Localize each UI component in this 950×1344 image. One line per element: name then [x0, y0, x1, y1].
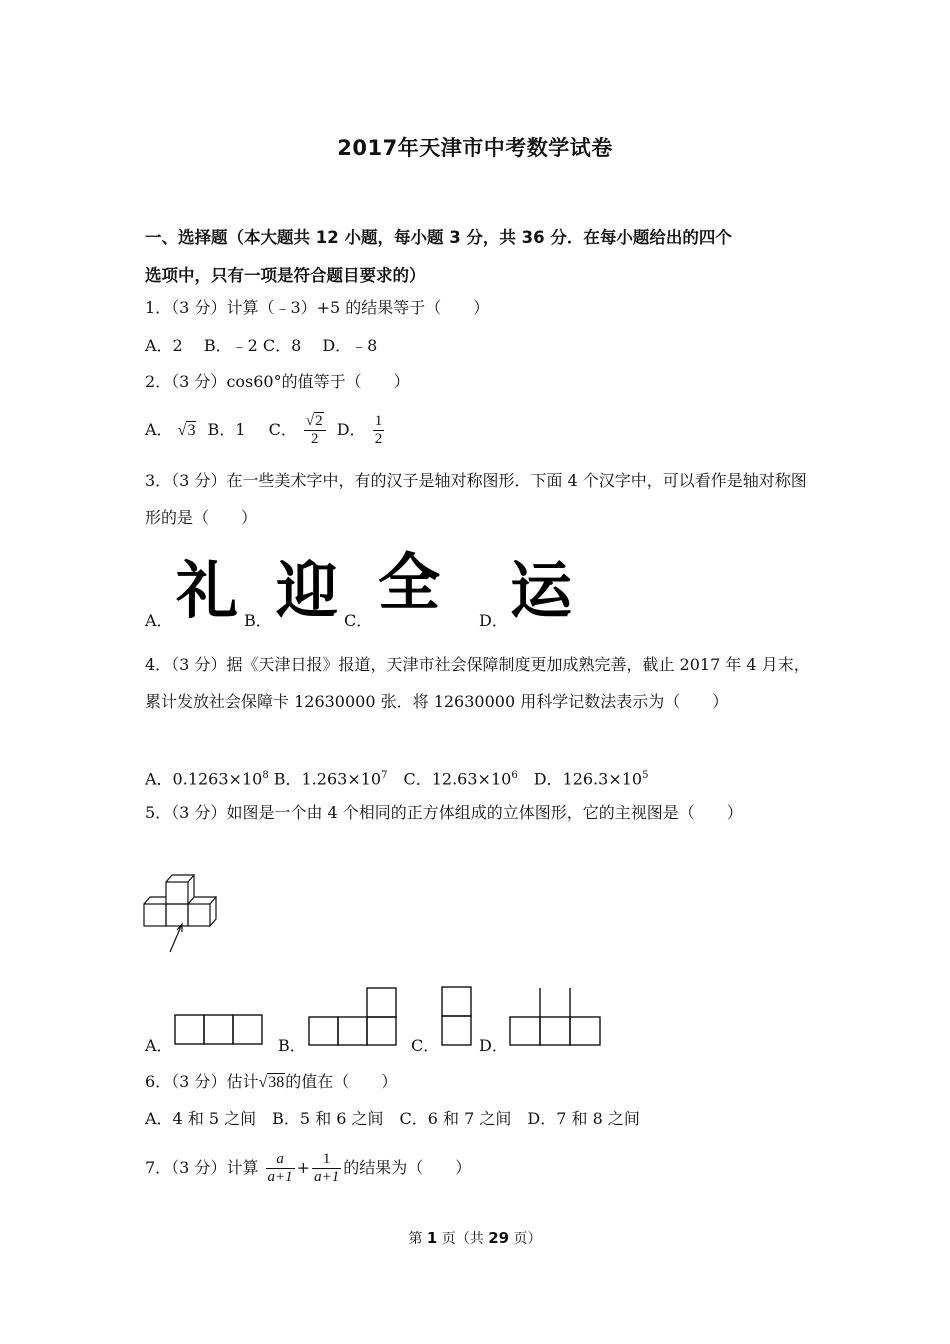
page-footer — [0, 1228, 950, 1248]
q2-options — [145, 410, 386, 451]
q6-stem-post: 的值在（ ） — [285, 1072, 398, 1091]
q3-option-a-char: 礼 — [176, 554, 239, 627]
q1-stem: 1．（3 分）计算（﹣3）+5 的结果等于（ ） — [145, 298, 490, 317]
q3-option-b-label: B． — [244, 611, 272, 630]
q4-option-c-exp: 6 — [511, 770, 518, 781]
q6-stem-pre: 6．（3 分）估计 — [145, 1072, 259, 1091]
q6-stem — [145, 1071, 397, 1094]
q3-option-d-label: D． — [479, 611, 508, 630]
q5-stem: 5．（3 分）如图是一个由 4 个相同的正方体组成的立体图形，它的主视图是（ ） — [145, 803, 743, 822]
q2-option-c-numerator: √2 — [304, 413, 326, 431]
q3-stem: 3．（3 分）在一些美术字中，有的汉子是轴对称图形．下面 4 个汉字中，可以看作是轴对称图形的是（ ） — [145, 471, 807, 527]
q5-option-b-figure — [307, 986, 399, 1046]
q3-option-c-char: 全 — [378, 546, 441, 619]
q7-fraction-2-denominator: a+1 — [314, 1169, 340, 1185]
q6-sqrt: √38 — [258, 1074, 285, 1091]
q2-option-c-denominator: 2 — [311, 431, 319, 447]
q5-option-c-label: C． — [411, 1036, 440, 1055]
q5-option-d-figure — [508, 986, 602, 1046]
section-heading-line1: 一、选择题（本大题共 12 小题，每小题 3 分，共 36 分．在每小题给出的四个 — [145, 228, 732, 247]
q7-stem-pre: 7．（3 分）计算 — [145, 1158, 259, 1177]
q4-option-d-exp: 5 — [642, 770, 649, 781]
q5-option-b-label: B． — [278, 1036, 306, 1055]
q7-plus: + — [296, 1158, 311, 1177]
q2-option-c-label: C． — [268, 420, 297, 439]
q4-stem: 4．（3 分）据《天津日报》报道，天津市社会保障制度更加成熟完善，截止 2017 年 4 月末，累计发放社会保障卡 12630000 张．将 12630000 用科学记数法表示为（ ） — [145, 655, 810, 711]
q3-option-c-label: C． — [344, 611, 373, 630]
q2-option-d-numerator: 1 — [374, 413, 383, 429]
q2-option-c-fraction — [304, 413, 326, 448]
q3-option-a-label: A． — [145, 611, 173, 630]
q4-option-b-exp: 7 — [381, 770, 388, 781]
q2-option-d-label: D． — [336, 420, 366, 439]
q7-fraction-1 — [266, 1151, 295, 1186]
page-title: 2017年天津市中考数学试卷 — [337, 136, 613, 160]
q2-stem: 2．（3 分）cos60°的值等于（ ） — [145, 372, 410, 391]
q2-option-a-radicand: 3 — [187, 422, 196, 439]
q2-option-b: B．1 — [207, 420, 246, 439]
q5-option-a-label: A． — [145, 1036, 173, 1055]
q3-option-d-char: 运 — [510, 554, 573, 627]
q7-fraction-2-numerator: 1 — [312, 1151, 341, 1169]
q2-option-d-denominator: 2 — [374, 431, 383, 447]
q5-option-c-figure — [440, 985, 474, 1047]
q5-option-d-label: D． — [479, 1036, 508, 1055]
q3-option-b-char: 迎 — [276, 554, 339, 627]
q4-option-b: B．1.263×10 — [268, 769, 382, 789]
q6-radicand: 38 — [268, 1074, 285, 1091]
footer-mid: 页（共 — [437, 1231, 489, 1247]
section-heading — [145, 219, 815, 295]
q4-option-c: C．12.63×10 — [387, 769, 512, 789]
q2-option-d-fraction — [373, 413, 385, 448]
footer-total-pages: 29 — [488, 1229, 510, 1247]
section-heading-line2: 选项中，只有一项是符合题目要求的） — [145, 266, 426, 285]
q7-stem-post: 的结果为（ ） — [343, 1158, 472, 1177]
footer-pre: 第 — [408, 1231, 427, 1247]
q4-option-a-exp: 8 — [262, 770, 269, 781]
q7-fraction-1-numerator: a — [266, 1151, 295, 1169]
footer-post: 页） — [509, 1231, 542, 1247]
q7-fraction-2 — [312, 1151, 341, 1186]
q6-options: A．4 和 5 之间 B．5 和 6 之间 C．6 和 7 之间 D．7 和 8 之间 — [145, 1109, 640, 1128]
q2-option-c-radicand: 2 — [315, 413, 323, 429]
q2-option-a-sqrt: √3 — [177, 422, 196, 439]
q4-options — [145, 765, 648, 790]
q5-solid-figure — [140, 870, 230, 960]
q2-option-a-label: A． — [145, 420, 173, 439]
q1-options: A．2 B．﹣2 C．8 D．﹣8 — [145, 336, 378, 355]
q7-fraction-1-denominator: a+1 — [267, 1169, 293, 1185]
q4-option-a: A．0.1263×10 — [145, 769, 263, 789]
q7-stem — [145, 1148, 471, 1188]
q5-option-a-figure — [174, 1012, 266, 1046]
footer-page-number: 1 — [426, 1229, 438, 1247]
q4-option-d: D．126.3×10 — [517, 769, 643, 789]
